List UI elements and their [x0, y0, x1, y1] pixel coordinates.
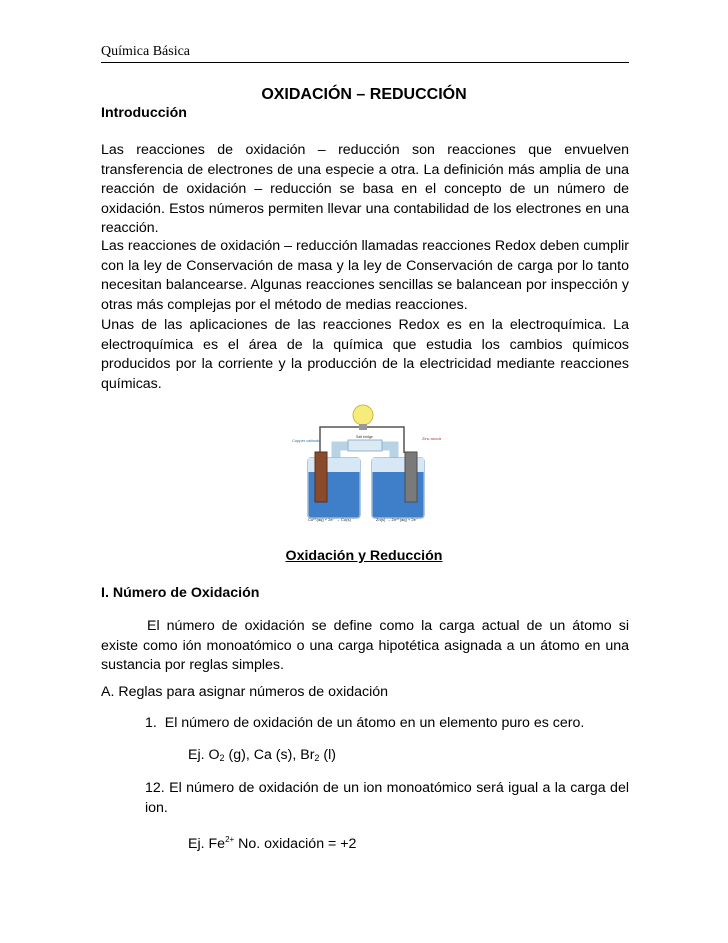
- page-header: Química Básica: [101, 44, 629, 63]
- section-title: Oxidación y Reducción: [285, 548, 443, 564]
- bulb-base-icon: [359, 424, 367, 430]
- salt-bridge-label: Salt bridge: [356, 435, 373, 439]
- copper-electrode: [315, 452, 327, 502]
- rule-2-number: 12.: [145, 780, 165, 796]
- example-1: [188, 746, 628, 769]
- rule-1: [145, 714, 629, 734]
- example-2-charge: 2+: [225, 835, 235, 844]
- example-1-prefix: Ej. O: [188, 747, 220, 763]
- electrochemical-cell-figure: [286, 398, 441, 522]
- rules-heading: A. Reglas para asignar números de oxidación: [101, 684, 389, 700]
- section-heading: I. Número de Oxidación: [101, 585, 260, 601]
- definition-paragraph: El número de oxidación se define como la carga actual de un átomo si existe como ión monoatómico o una carga hipotética asignada a un átomo en una sustancia por reglas simples.: [101, 618, 629, 674]
- rule-2: [145, 779, 629, 818]
- right-electrode-label: Zinc anode: [422, 436, 441, 441]
- right-reaction-label: Zn(s) → Zn²⁺(aq) + 2e⁻: [376, 517, 418, 522]
- zinc-electrode: [405, 452, 417, 502]
- light-bulb-icon: [353, 405, 373, 425]
- example-2-prefix: Ej. Fe: [188, 836, 226, 852]
- left-reaction-label: Cu²⁺(aq) + 2e⁻ → Cu(s): [308, 517, 351, 522]
- example-1-middle: (g), Ca (s), Br: [224, 747, 315, 763]
- rule-1-number: 1.: [145, 715, 157, 731]
- intro-heading: Introducción: [101, 105, 187, 121]
- example-1-br-subscript: 2: [314, 753, 320, 763]
- example-2: [188, 830, 628, 855]
- rule-1-text: El número de oxidación de un átomo en un elemento puro es cero.: [164, 715, 585, 731]
- paragraph-1: Las reacciones de oxidación – reducción son reacciones que envuelven transferencia de electrones de una especie a otra. La definición más amplia de una reacción de oxidación – reducción se basa en el concepto de un número de oxidación. Estos números permiten llevar una contabilidad de los electrones en una reacción.: [101, 142, 629, 237]
- example-1-o-subscript: 2: [219, 753, 225, 763]
- left-electrode-label: Copper cathode: [292, 438, 321, 443]
- salt-bridge-box: [348, 440, 382, 451]
- rule-2-text: El número de oxidación de un ion monoatómico será igual a la carga del ion.: [145, 780, 629, 816]
- example-2-rest: No. oxidación = +2: [234, 836, 357, 852]
- example-1-end: (l): [319, 747, 336, 763]
- paragraph-3: Unas de las aplicaciones de las reacciones Redox es en la electroquímica. La electroquímica es el área de la química que estudia los cambios químicos producidos por la corriente y la producción de la electricidad mediante reacciones químicas.: [101, 317, 629, 392]
- document-title: OXIDACIÓN – REDUCCIÓN: [261, 86, 467, 103]
- paragraph-2: Las reacciones de oxidación – reducción llamadas reacciones Redox deben cumplir con la ley de Conservación de masa y la ley de Conservación de carga por lo tanto necesitan balancearse. Algunas reacciones sencillas se balancean por inspección y otras más complejas por el método de medias reacciones.: [101, 238, 629, 313]
- electrochemical-cell-illustration: [286, 398, 441, 522]
